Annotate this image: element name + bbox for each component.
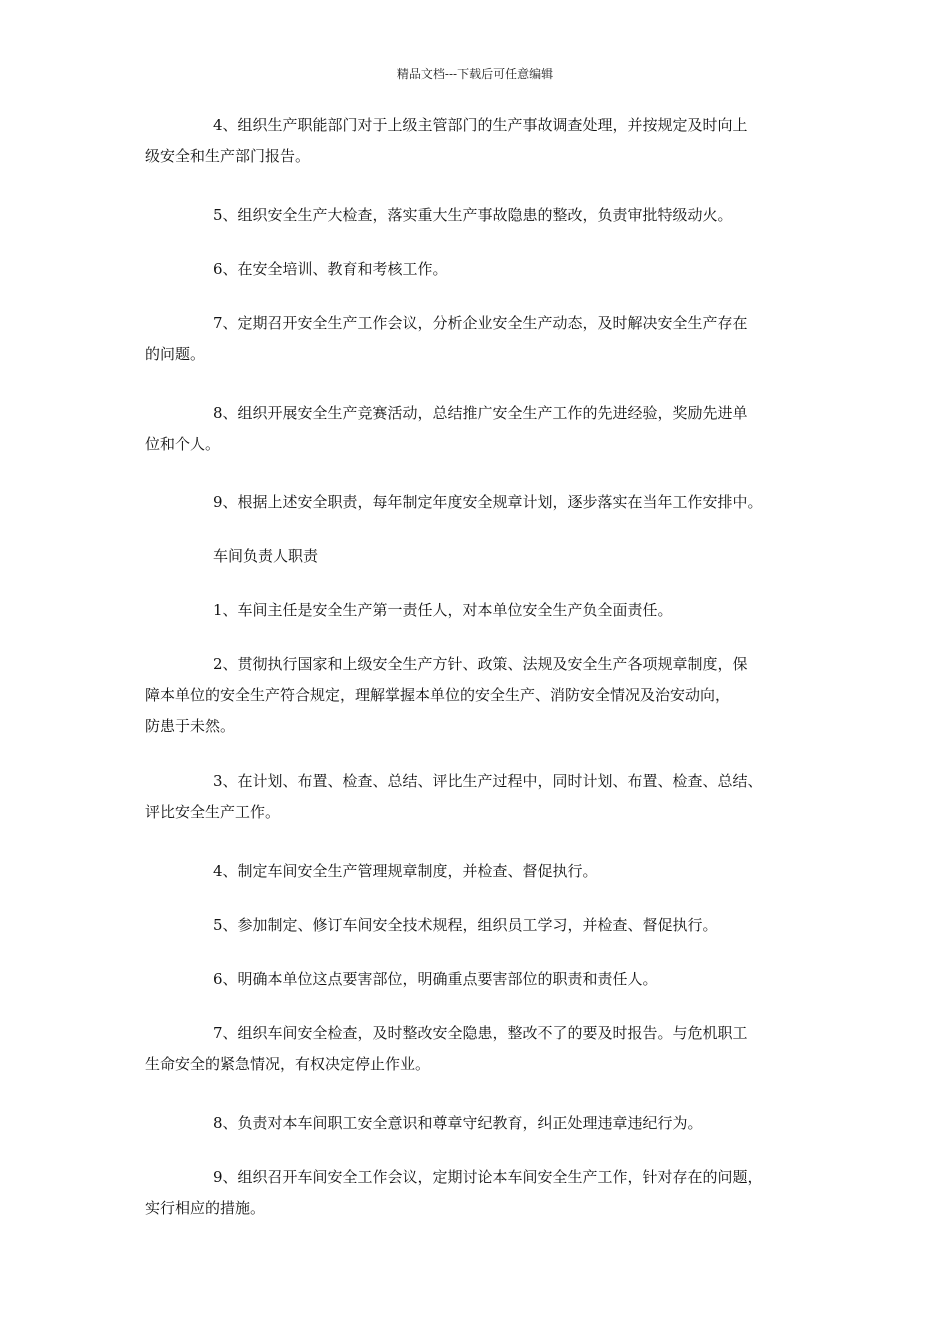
paragraph-line: 2、贯彻执行国家和上级安全生产方针、政策、法规及安全生产各项规章制度，保 xyxy=(213,655,748,673)
paragraph-line: 9、根据上述安全职责，每年制定年度安全规章计划，逐步落实在当年工作安排中。 xyxy=(213,493,763,511)
page-header: 精品文档---下载后可任意编辑 xyxy=(396,67,554,81)
paragraph-line: 位和个人。 xyxy=(145,435,221,453)
paragraph-line: 7、定期召开安全生产工作会议，分析企业安全生产动态，及时解决安全生产存在 xyxy=(213,314,748,332)
paragraph-line: 6、在安全培训、教育和考核工作。 xyxy=(213,260,448,278)
paragraph-line: 4、组织生产职能部门对于上级主管部门的生产事故调查处理，并按规定及时向上 xyxy=(213,116,748,134)
paragraph-line: 级安全和生产部门报告。 xyxy=(145,147,311,165)
paragraph-line: 9、组织召开车间安全工作会议，定期讨论本车间安全生产工作，针对存在的问题， xyxy=(213,1168,763,1186)
paragraph-line: 5、参加制定、修订车间安全技术规程，组织员工学习，并检查、督促执行。 xyxy=(213,916,718,934)
paragraph xyxy=(145,1108,825,1139)
paragraph-line: 实行相应的措施。 xyxy=(145,1199,266,1217)
paragraph-line: 生命安全的紧急情况，有权决定停止作业。 xyxy=(145,1055,431,1073)
paragraph-line: 7、组织车间安全检查，及时整改安全隐患，整改不了的要及时报告。与危机职工 xyxy=(213,1024,748,1042)
paragraph-line: 6、明确本单位这点要害部位，明确重点要害部位的职责和责任人。 xyxy=(213,970,658,988)
section-heading xyxy=(145,541,825,572)
paragraph-line: 1、车间主任是安全生产第一责任人，对本单位安全生产负全面责任。 xyxy=(213,601,673,619)
paragraph xyxy=(145,1162,825,1224)
paragraph xyxy=(145,910,825,941)
paragraph xyxy=(145,110,825,172)
paragraph-line: 障本单位的安全生产符合规定，理解掌握本单位的安全生产、消防安全情况及治安动向， xyxy=(145,686,731,704)
paragraph-line: 评比安全生产工作。 xyxy=(145,803,281,821)
paragraph xyxy=(145,856,825,887)
paragraph xyxy=(145,398,825,460)
paragraph xyxy=(145,1018,825,1080)
paragraph-line: 的问题。 xyxy=(145,345,206,363)
paragraph-line: 8、组织开展安全生产竞赛活动，总结推广安全生产工作的先进经验，奖励先进单 xyxy=(213,404,748,422)
paragraph-line: 5、组织安全生产大检查，落实重大生产事故隐患的整改，负责审批特级动火。 xyxy=(213,206,733,224)
paragraph xyxy=(145,595,825,626)
section-heading-text: 车间负责人职责 xyxy=(213,547,319,565)
paragraph-line: 4、制定车间安全生产管理规章制度，并检查、督促执行。 xyxy=(213,862,598,880)
paragraph-line: 8、负责对本车间职工安全意识和尊章守纪教育，纠正处理违章违纪行为。 xyxy=(213,1114,703,1132)
paragraph-line: 3、在计划、布置、检查、总结、评比生产过程中，同时计划、布置、检查、总结、 xyxy=(213,772,763,790)
paragraph xyxy=(145,766,825,828)
paragraph-line: 防患于未然。 xyxy=(145,717,236,735)
paragraph xyxy=(145,649,825,742)
paragraph xyxy=(145,308,825,370)
paragraph xyxy=(145,200,825,231)
paragraph xyxy=(145,254,825,285)
paragraph xyxy=(145,487,825,518)
paragraph xyxy=(145,964,825,995)
